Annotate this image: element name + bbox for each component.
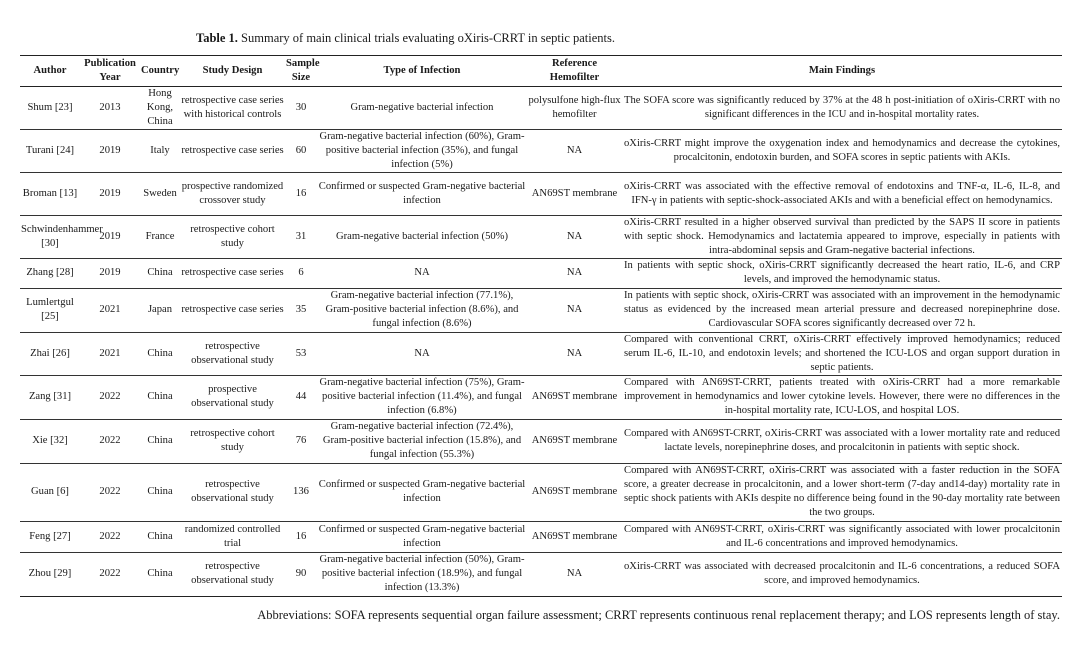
cell-design: retrospective cohort study: [180, 215, 285, 258]
cell-infection: Gram-negative bacterial infection: [317, 87, 527, 130]
cell-author: Zhang [28]: [20, 258, 80, 288]
cell-author: Broman [13]: [20, 172, 80, 215]
cell-hemofilter: NA: [527, 258, 622, 288]
cell-design: prospective observational study: [180, 375, 285, 419]
trials-table: [20, 55, 1062, 597]
cell-findings: Compared with AN69ST-CRRT, oXiris-CRRT was associated with a lower mortality rate and reduced lactate levels, norepinephrine doses, and procalcitonin in patients with septic shock.: [622, 419, 1062, 463]
cell-size: 44: [285, 375, 317, 419]
cell-year: 2019: [80, 258, 140, 288]
cell-design: retrospective observational study: [180, 332, 285, 375]
cell-infection: Gram-negative bacterial infection (50%): [317, 215, 527, 258]
cell-design: retrospective observational study: [180, 552, 285, 596]
abbreviations-footnote: Abbreviations: SOFA represents sequential organ failure assessment; CRRT represents continuous renal replacement therapy; and LOS represents length of stay.: [257, 608, 1060, 622]
col-design: Study Design: [180, 56, 285, 87]
cell-year: 2019: [80, 129, 140, 172]
cell-year: 2022: [80, 552, 140, 596]
cell-hemofilter: AN69ST membrane: [527, 375, 622, 419]
cell-hemofilter: AN69ST membrane: [527, 172, 622, 215]
cell-infection: Gram-negative bacterial infection (77.1%), Gram-positive bacterial infection (8.6%), and fungal infection (8.6%): [317, 288, 527, 332]
cell-year: 2019: [80, 215, 140, 258]
cell-infection: NA: [317, 332, 527, 375]
cell-year: 2013: [80, 87, 140, 130]
cell-size: 76: [285, 419, 317, 463]
cell-hemofilter: NA: [527, 332, 622, 375]
cell-country: China: [140, 521, 180, 552]
col-author: Author: [20, 56, 80, 87]
cell-author: Xie [32]: [20, 419, 80, 463]
cell-findings: oXiris-CRRT was associated with the effective removal of endotoxins and TNF-α, IL-6, IL-8, and IFN-γ in patients with septic-shock-associated AKIs and with a beneficial effect on hemodynamics.: [622, 172, 1062, 215]
cell-design: retrospective case series: [180, 258, 285, 288]
cell-year: 2021: [80, 332, 140, 375]
cell-size: 31: [285, 215, 317, 258]
col-hemofilter: Reference Hemofilter: [527, 56, 622, 87]
cell-design: randomized controlled trial: [180, 521, 285, 552]
cell-size: 60: [285, 129, 317, 172]
cell-size: 16: [285, 172, 317, 215]
cell-hemofilter: NA: [527, 215, 622, 258]
cell-design: retrospective case series: [180, 129, 285, 172]
cell-infection: Gram-negative bacterial infection (72.4%), Gram-positive bacterial infection (15.8%), and fungal infection (55.3%): [317, 419, 527, 463]
cell-findings: The SOFA score was significantly reduced by 37% at the 48 h post-initiation of oXiris-CRRT with no significant differences in the ICU and in-hospital mortality rates.: [622, 87, 1062, 130]
cell-author: Turani [24]: [20, 129, 80, 172]
table-row: [20, 288, 1062, 332]
cell-findings: In patients with septic shock, oXiris-CRRT was associated with an improvement in the hemodynamic status as evidenced by the increased mean arterial pressure and decreased norepinephrine dose. Cardiovascular SOFA scores significantly decreased over 72 h.: [622, 288, 1062, 332]
cell-author: Guan [6]: [20, 463, 80, 521]
cell-year: 2022: [80, 375, 140, 419]
table-row: [20, 129, 1062, 172]
cell-findings: In patients with septic shock, oXiris-CRRT significantly decreased the heart ratio, IL-6, and CRP levels, and improved the hemodynamic status.: [622, 258, 1062, 288]
caption-text: Summary of main clinical trials evaluating oXiris-CRRT in septic patients.: [241, 31, 615, 45]
col-year: Publication Year: [80, 56, 140, 87]
cell-size: 30: [285, 87, 317, 130]
cell-year: 2022: [80, 463, 140, 521]
cell-hemofilter: NA: [527, 129, 622, 172]
table-row: [20, 172, 1062, 215]
cell-findings: Compared with AN69ST-CRRT, oXiris-CRRT was significantly associated with lower procalcitonin and IL-6 concentrations and improved hemodynamics.: [622, 521, 1062, 552]
cell-country: Hong Kong, China: [140, 87, 180, 130]
cell-author: Schwindenhammer [30]: [20, 215, 80, 258]
table-row: [20, 258, 1062, 288]
cell-findings: Compared with AN69ST-CRRT, oXiris-CRRT was associated with a faster reduction in the SOFA score, a greater decrease in procalcitonin, and a lower short-term (7-day and14-day) mortality rate in septic shock patients with AKIs despite no difference being found in the 90-day mortality rate between the two groups.: [622, 463, 1062, 521]
cell-country: China: [140, 258, 180, 288]
cell-findings: oXiris-CRRT was associated with decreased procalcitonin and IL-6 concentrations, a reduced SOFA score, and improved hemodynamics.: [622, 552, 1062, 596]
cell-design: retrospective cohort study: [180, 419, 285, 463]
cell-hemofilter: AN69ST membrane: [527, 419, 622, 463]
col-country: Country: [140, 56, 180, 87]
table-row: [20, 521, 1062, 552]
table-row: [20, 375, 1062, 419]
cell-country: France: [140, 215, 180, 258]
cell-findings: oXiris-CRRT resulted in a higher observed survival than predicted by the SAPS II score in patients with septic shock. Hemodynamics and lactatemia appeared to improve, especially in patients with intra-abdominal sepsis and Gram-negative bacterial infections.: [622, 215, 1062, 258]
cell-country: Japan: [140, 288, 180, 332]
col-infection: Type of Infection: [317, 56, 527, 87]
cell-design: prospective randomized crossover study: [180, 172, 285, 215]
cell-infection: Confirmed or suspected Gram-negative bacterial infection: [317, 521, 527, 552]
cell-infection: Gram-negative bacterial infection (60%), Gram-positive bacterial infection (35%), and fungal infection (5%): [317, 129, 527, 172]
cell-size: 136: [285, 463, 317, 521]
cell-author: Shum [23]: [20, 87, 80, 130]
cell-author: Zhai [26]: [20, 332, 80, 375]
table-row: [20, 419, 1062, 463]
cell-size: 6: [285, 258, 317, 288]
cell-infection: Gram-negative bacterial infection (75%), Gram-positive bacterial infection (11.4%), and fungal infection (6.8%): [317, 375, 527, 419]
table-row: [20, 552, 1062, 596]
cell-country: Italy: [140, 129, 180, 172]
cell-country: China: [140, 332, 180, 375]
cell-hemofilter: polysulfone high-flux hemofilter: [527, 87, 622, 130]
header-row: [20, 56, 1062, 87]
cell-country: China: [140, 463, 180, 521]
table-row: [20, 463, 1062, 521]
cell-year: 2022: [80, 419, 140, 463]
caption-label: Table 1.: [196, 31, 238, 45]
cell-country: Sweden: [140, 172, 180, 215]
cell-size: 35: [285, 288, 317, 332]
table-row: [20, 87, 1062, 130]
cell-year: 2022: [80, 521, 140, 552]
cell-author: Feng [27]: [20, 521, 80, 552]
cell-hemofilter: AN69ST membrane: [527, 463, 622, 521]
cell-design: retrospective case series with historical controls: [180, 87, 285, 130]
cell-findings: Compared with AN69ST-CRRT, patients treated with oXiris-CRRT had a more remarkable improvement in hemodynamics and lower cytokine levels. However, there were no differences in the in-hospital mortality rate, ICU-LOS, and hospital LOS.: [622, 375, 1062, 419]
table-row: [20, 215, 1062, 258]
cell-infection: Gram-negative bacterial infection (50%), Gram-positive bacterial infection (18.9%), and fungal infection (13.3%): [317, 552, 527, 596]
table-row: [20, 332, 1062, 375]
cell-design: retrospective case series: [180, 288, 285, 332]
cell-design: retrospective observational study: [180, 463, 285, 521]
cell-country: China: [140, 375, 180, 419]
cell-year: 2021: [80, 288, 140, 332]
col-findings: Main Findings: [622, 56, 1062, 87]
cell-country: China: [140, 419, 180, 463]
table-caption: [196, 31, 615, 46]
cell-infection: NA: [317, 258, 527, 288]
cell-year: 2019: [80, 172, 140, 215]
cell-country: China: [140, 552, 180, 596]
cell-findings: Compared with conventional CRRT, oXiris-CRRT effectively improved hemodynamics; reduced serum IL-6, IL-10, and endotoxin levels; and shortened the ICU-LOS and organ support duration in septic patients.: [622, 332, 1062, 375]
cell-author: Zang [31]: [20, 375, 80, 419]
cell-author: Lumlertgul [25]: [20, 288, 80, 332]
cell-author: Zhou [29]: [20, 552, 80, 596]
cell-infection: Confirmed or suspected Gram-negative bacterial infection: [317, 463, 527, 521]
cell-findings: oXiris-CRRT might improve the oxygenation index and hemodynamics and decrease the cytokines, procalcitonin, endotoxin burden, and SOFA scores in septic patients with AKIs.: [622, 129, 1062, 172]
cell-size: 90: [285, 552, 317, 596]
cell-size: 53: [285, 332, 317, 375]
cell-hemofilter: NA: [527, 288, 622, 332]
cell-infection: Confirmed or suspected Gram-negative bacterial infection: [317, 172, 527, 215]
cell-hemofilter: AN69ST membrane: [527, 521, 622, 552]
col-size: Sample Size: [285, 56, 317, 87]
cell-size: 16: [285, 521, 317, 552]
cell-hemofilter: NA: [527, 552, 622, 596]
